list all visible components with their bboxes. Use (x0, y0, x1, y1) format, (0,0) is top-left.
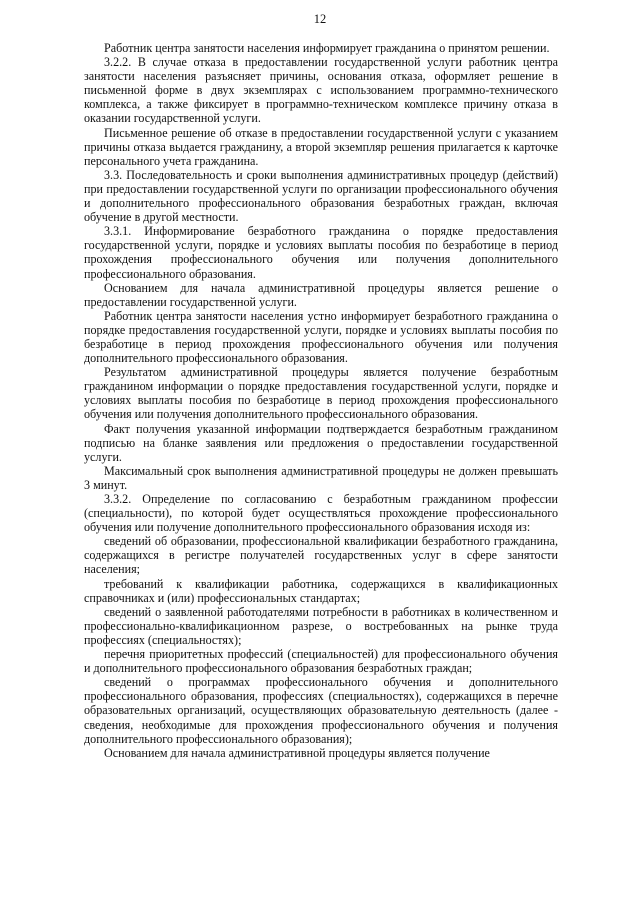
paragraph: Результатом административной процедуры является получение безработным гражданином информации о порядке предоставления государственной услуги, порядке и условиях выплаты пособия по безработице в период прохождения профессионального обучения или получения дополнительного профессионального образования. (84, 365, 558, 422)
paragraph: требований к квалификации работника, содержащихся в квалификационных справочниках и (или) профессиональных стандартах; (84, 576, 558, 605)
paragraph: 3.3.2. Определение по согласованию с безработным гражданином профессии (специальности), по которой будет осуществляться прохождение профессионального обучения или получение дополнительного профессионального образования исходя из: (84, 492, 558, 535)
paragraph: Письменное решение об отказе в предоставлении государственной услуги с указанием причины отказа выдается гражданину, а второй экземпляр решения прилагается к карточке персонального учета гражданина. (84, 125, 558, 168)
paragraph: Основанием для начала административной процедуры является получение (104, 745, 490, 760)
paragraph: перечня приоритетных профессий (специальностей) для профессионального обучения и дополнительного профессионального образования безработных граждан; (84, 647, 558, 676)
paragraph: 3.3. Последовательность и сроки выполнения административных процедур (действий) при предоставлении государственной услуги по организации профессионального обучения и дополнительного профессионального образования безработных граждан, включая обучение в другой местности. (84, 167, 558, 225)
page-number: 12 (313, 12, 327, 26)
paragraph: Факт получения указанной информации подтверждается безработным гражданином подписью на бланке заявления или предложения о предоставлении государственной услуги. (84, 421, 558, 464)
paragraph: 3.2.2. В случае отказа в предоставлении государственной услуги работник центра занятости населения разъясняет причины, основания отказа, оформляет решение в письменной форме в двух экземплярах с использованием программно-технического комплекса, а также фиксирует в программно-техническом комплексе причину отказа в оказании государственной услуги. (84, 55, 558, 126)
document-body (84, 41, 558, 760)
paragraph: Работник центра занятости населения устно информирует безработного гражданина о порядке предоставления государственной услуги, порядке и условиях выплаты пособия по безработице в период прохождения профессионального обучения или получения дополнительного профессионального образования. (84, 308, 558, 366)
paragraph: сведений об образовании, профессиональной квалификации безработного гражданина, содержащихся в регистре получателей государственных услуг в сфере занятости населения; (84, 534, 558, 577)
paragraph: 3.3.1. Информирование безработного гражданина о порядке предоставления государственной услуги, порядке и условиях выплаты пособия по безработице в период прохождения профессионального обучения или получения дополнительного профессионального образования. (84, 224, 558, 281)
paragraph: сведений о заявленной работодателями потребности в работниках в количественном и профессионально-квалификационном разрезе, о востребованных на рынке труда профессиях (специальностях); (84, 604, 558, 647)
paragraph: Основанием для начала административной процедуры является решение о предоставлении государственной услуги. (84, 280, 558, 309)
paragraph: Работник центра занятости населения информирует гражданина о принятом решении. (104, 41, 550, 55)
paragraph: Максимальный срок выполнения административной процедуры не должен превышать 3 минут. (84, 463, 558, 492)
paragraph: сведений о программах профессионального обучения и дополнительного профессионального образования, профессиях (специальностях), содержащихся в перечне образовательных организаций, осуществляющих образовательную деятельность (далее - сведения, необходимые для прохождения профессионального обучения и получения дополнительного профессионального образования); (84, 675, 558, 746)
